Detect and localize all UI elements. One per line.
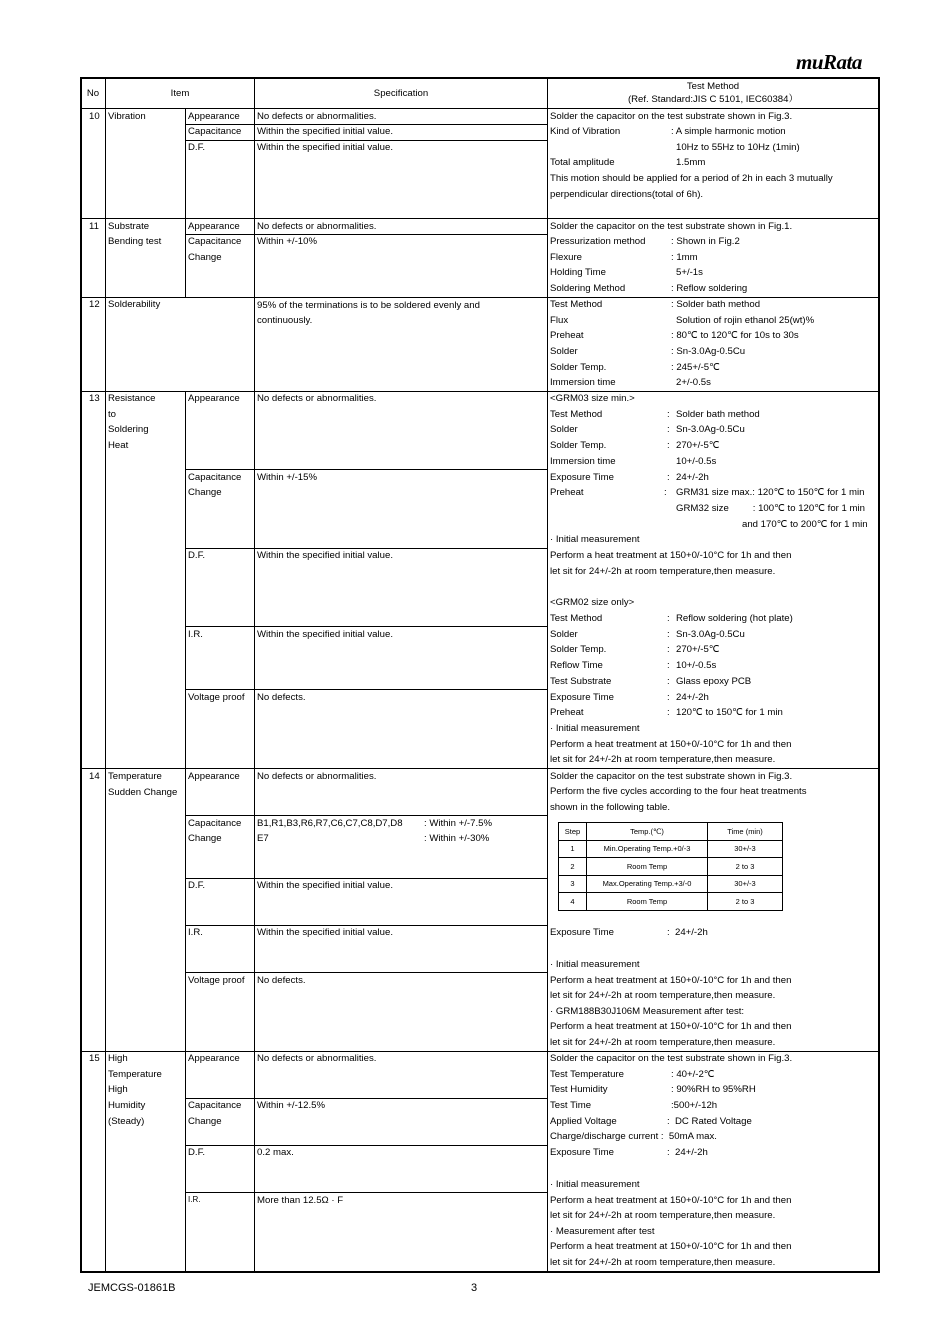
method-text: Solder the capacitor on the test substrate shown in Fig.3. [550,771,793,782]
item-name: Resistance [108,393,156,404]
method-group-title: <GRM03 size min.> [550,393,635,404]
row-line-13 [80,391,880,392]
spec-text: : Within +/-30% [424,833,490,844]
table-row [559,875,783,893]
sub-item: Capacitance [188,818,242,829]
method-label: Test Humidity [550,1084,608,1095]
sub-item: Change [188,252,222,263]
method-label: Holding Time [550,267,606,278]
sub-line-14 [185,768,186,1051]
table-cell: 4 [559,893,587,911]
col-line-item [254,77,255,1272]
spec-text: No defects or abnormalities. [257,1053,377,1064]
header-method: Test Method [686,81,740,92]
method-text: This motion should be applied for a period of 2h in each 3 mutually [550,173,833,184]
subrow-line [185,548,547,549]
method-label: Test Time [550,1100,592,1111]
method-label: Preheat [550,487,584,498]
table-cell: 2 [559,858,587,876]
item-name: Vibration [108,111,146,122]
method-value: : 245+/-5℃ [671,362,720,373]
sub-item: Capacitance [188,236,242,247]
method-value: GRM32 size : 100℃ to 120℃ for 1 min [676,503,865,514]
method-label: Test Method [550,409,603,420]
item-name: Sudden Change [108,787,178,798]
document-id: JEMCGS-01861B [88,1282,176,1294]
method-text: Perform a heat treatment at 150+0/-10°C for 1h and then [550,739,792,750]
method-label: Test Method [550,613,603,624]
method-text: Charge/discharge current : 50mA max. [550,1131,717,1142]
subrow-line [185,815,547,816]
row-no: 15 [89,1053,100,1064]
row-no: 11 [89,221,99,232]
table-cell: 2 to 3 [708,858,783,876]
method-text: let sit for 24+/-2h at room temperature,then measure. [550,1257,776,1268]
method-label: Flux [550,315,569,326]
spec-text: B1,R1,B3,R6,R7,C6,C7,C8,D7,D8 [257,818,403,829]
method-value: : 90%RH to 95%RH [671,1084,756,1095]
row-no: 10 [89,111,100,122]
spec-text: No defects. [257,692,306,703]
colon: : [667,472,670,483]
method-text: Perform a heat treatment at 150+0/-10°C for 1h and then [550,975,792,986]
sub-line-13 [185,391,186,768]
table-cell: Max.Operating Temp.+3/-0 [587,875,708,893]
table-header-cell: Step [559,823,587,841]
subrow-line [185,140,547,141]
method-text: · Initial measurement [550,1179,640,1190]
method-value: 10Hz to 55Hz to 10Hz (1min) [676,142,800,153]
method-value: 120℃ to 150℃ for 1 min [676,707,783,718]
col-line-no [105,77,106,1272]
row-line-14 [80,768,880,769]
spec-text: Within +/-12.5% [257,1100,325,1111]
colon: : [667,660,670,671]
method-text: Solder the capacitor on the test substrate shown in Fig.1. [550,221,793,232]
subrow-line [185,626,547,627]
table-header-cell: Temp.(℃) [587,823,708,841]
table-cell: 2 to 3 [708,893,783,911]
method-value: Solution of rojin ethanol 25(wt)% [676,315,815,326]
method-value: 270+/-5℃ [676,440,720,451]
sub-item: Change [188,487,222,498]
item-name: to [108,409,117,420]
spec-text: No defects or abnormalities. [257,221,377,232]
item-name: Temperature [108,771,162,782]
table-row [559,858,783,876]
method-label: Preheat [550,330,584,341]
method-label: Immersion time [550,377,616,388]
method-label: Pressurization method [550,236,646,247]
sub-item: I.R. [188,629,203,640]
method-label: Immersion time [550,456,616,467]
item-name: Bending test [108,236,162,247]
sub-item: Capacitance [188,472,242,483]
colon: : [667,629,670,640]
item-name: (Steady) [108,1116,145,1127]
method-label: Applied Voltage [550,1116,617,1127]
item-name: Substrate [108,221,150,232]
method-label: Solder Temp. [550,644,607,655]
method-value: 2+/-0.5s [676,377,711,388]
method-text: Solder the capacitor on the test substrate shown in Fig.3. [550,111,793,122]
method-text: shown in the following table. [550,802,670,813]
method-text: let sit for 24+/-2h at room temperature,then measure. [550,990,776,1001]
header-spec: Specification [373,88,429,99]
spec-text: Within the specified initial value. [257,142,393,153]
header-item: Item [170,88,190,99]
colon: : [667,707,670,718]
method-text: · GRM188B30J106M Measurement after test: [550,1006,745,1017]
col-line-spec [547,77,548,1272]
method-text: let sit for 24+/-2h at room temperature,then measure. [550,754,776,765]
spec-text: Within the specified initial value. [257,927,393,938]
spec-text: More than 12.5Ω · F [257,1195,344,1206]
method-value: : 80℃ to 120℃ for 10s to 30s [671,330,799,341]
method-value: 270+/-5℃ [676,644,720,655]
method-label: Solder [550,629,578,640]
method-label: Test Method [550,299,603,310]
method-text: Perform a heat treatment at 150+0/-10°C for 1h and then [550,1241,792,1252]
item-name: High [108,1053,128,1064]
sub-item: Change [188,1116,222,1127]
method-value: Sn-3.0Ag-0.5Cu [676,629,745,640]
table-border-bottom [80,1271,880,1273]
row-no: 13 [89,393,100,404]
item-name: Solderability [108,299,161,310]
method-value: : 1mm [671,252,698,263]
item-name: Soldering [108,424,149,435]
method-value: Sn-3.0Ag-0.5Cu [676,424,745,435]
table-header-row [559,823,783,841]
table-cell: Room Temp [587,858,708,876]
header-bottom-line [80,108,880,109]
spec-text: Within the specified initial value. [257,880,393,891]
method-value: : DC Rated Voltage [667,1116,752,1127]
method-label: Soldering Method [550,283,626,294]
row-line-15 [80,1051,880,1052]
spec-text: : Within +/-7.5% [424,818,492,829]
method-group-title: <GRM02 size only> [550,597,635,608]
method-label: Exposure Time [550,927,614,938]
method-value: : 40+/-2℃ [671,1069,715,1080]
spec-text: Within the specified initial value. [257,126,393,137]
colon: : [667,409,670,420]
method-value: Reflow soldering (hot plate) [676,613,793,624]
method-label: Solder Temp. [550,440,607,451]
method-text: · Measurement after test [550,1226,655,1237]
sub-line-15 [185,1051,186,1272]
colon: : [667,676,670,687]
table-row [559,893,783,911]
method-label: Test Temperature [550,1069,624,1080]
page-number: 3 [471,1282,478,1294]
method-label: Preheat [550,707,584,718]
table-header-cell: Time (min) [708,823,783,841]
sub-item: I.R. [188,927,203,938]
spec-text: E7 [257,833,269,844]
method-label: Exposure Time [550,472,614,483]
method-value: :500+/-12h [671,1100,718,1111]
sub-item: Appearance [188,111,240,122]
item-name: High [108,1084,128,1095]
spec-text: Within the specified initial value. [257,550,393,561]
method-value: 24+/-2h [676,472,709,483]
method-value: and 170℃ to 200℃ for 1 min [742,519,868,530]
sub-line-11 [185,218,186,297]
colon: : [667,424,670,435]
method-text: · Initial measurement [550,534,640,545]
sub-item: D.F. [188,880,206,891]
sub-item: Appearance [188,393,240,404]
table-cell: 30+/-3 [708,875,783,893]
item-name: Humidity [108,1100,146,1111]
sub-item: Capacitance [188,1100,242,1111]
subrow-line [185,925,547,926]
table-border-right [878,77,880,1273]
subrow-line [185,469,547,470]
method-value: : Reflow soldering [671,283,748,294]
row-line-12 [80,297,880,298]
method-text: Perform a heat treatment at 150+0/-10°C for 1h and then [550,1195,792,1206]
subrow-line [185,878,547,879]
method-label: Exposure Time [550,692,614,703]
table-cell: Room Temp [587,893,708,911]
method-text: Solder the capacitor on the test substrate shown in Fig.3. [550,1053,793,1064]
item-name: Temperature [108,1069,162,1080]
sub-item: D.F. [188,142,206,153]
method-value: 10+/-0.5s [676,660,717,671]
method-label: Test Substrate [550,676,612,687]
row-line-11 [80,218,880,219]
method-value: : Solder bath method [671,299,761,310]
colon: : [667,613,670,624]
sub-item: D.F. [188,550,206,561]
table-cell: 1 [559,840,587,858]
subrow-line [185,234,547,235]
sub-item: Capacitance [188,126,242,137]
method-label: Solder Temp. [550,362,607,373]
spec-text: 0.2 max. [257,1147,294,1158]
subrow-line [185,1098,547,1099]
method-text: let sit for 24+/-2h at room temperature,then measure. [550,1210,776,1221]
method-value: Solder bath method [676,409,760,420]
spec-text: No defects. [257,975,306,986]
method-label: Solder [550,346,578,357]
method-value: 10+/-0.5s [676,456,717,467]
method-label: Exposure Time [550,1147,614,1158]
header-no: No [86,88,100,99]
method-value: : Shown in Fig.2 [671,236,740,247]
sub-item: Appearance [188,221,240,232]
table-border-top [80,77,880,79]
method-label: Solder [550,424,578,435]
row-no: 14 [89,771,100,782]
method-text: Perform a heat treatment at 150+0/-10°C for 1h and then [550,1021,792,1032]
subrow-line [185,1192,547,1193]
table-border-left [80,77,82,1273]
method-value: : 24+/-2h [667,1147,708,1158]
colon: : [664,487,667,498]
heat-cycle-table [558,822,783,911]
method-value: GRM31 size max.: 120℃ to 150℃ for 1 min [676,487,865,498]
method-value: : A simple harmonic motion [671,126,786,137]
spec-text: Within the specified initial value. [257,629,393,640]
method-label: Reflow Time [550,660,603,671]
table-row [559,840,783,858]
method-value: 24+/-2h [676,692,709,703]
method-value: 5+/-1s [676,267,703,278]
spec-text: No defects or abnormalities. [257,393,377,404]
sub-item: D.F. [188,1147,206,1158]
method-text: · Initial measurement [550,959,640,970]
subrow-line [185,1145,547,1146]
spec-text: Within +/-10% [257,236,317,247]
sub-item: Change [188,833,222,844]
method-text: Perform a heat treatment at 150+0/-10°C for 1h and then [550,550,792,561]
sub-item: Appearance [188,1053,240,1064]
subrow-line [185,689,547,690]
header-method-ref: (Ref. Standard:JIS C 5101, IEC60384） [627,94,799,105]
subrow-line [185,972,547,973]
method-label: Kind of Vibration [550,126,621,137]
table-cell: Min.Operating Temp.+0/-3 [587,840,708,858]
method-text: · Initial measurement [550,723,640,734]
method-value: : 24+/-2h [667,927,708,938]
spec-text: 95% of the terminations is to be soldered evenly and [257,300,480,311]
method-value: : Sn-3.0Ag-0.5Cu [671,346,746,357]
method-text: perpendicular directions(total of 6h). [550,189,704,200]
method-label: Total amplitude [550,157,615,168]
spec-text: continuously. [257,315,313,326]
method-text: let sit for 24+/-2h at room temperature,then measure. [550,566,776,577]
method-label: Flexure [550,252,582,263]
sub-item: Voltage proof [188,975,245,986]
method-value: 1.5mm [676,157,706,168]
method-value: Glass epoxy PCB [676,676,752,687]
method-text: Perform the five cycles according to the four heat treatments [550,786,807,797]
spec-text: No defects or abnormalities. [257,111,377,122]
spec-text: No defects or abnormalities. [257,771,377,782]
colon: : [667,644,670,655]
colon: : [667,440,670,451]
method-text: let sit for 24+/-2h at room temperature,then measure. [550,1037,776,1048]
subrow-line [185,124,547,125]
table-cell: 3 [559,875,587,893]
murata-logo: muRata [796,50,862,74]
sub-item: Voltage proof [188,692,245,703]
item-name: Heat [108,440,129,451]
row-no: 12 [89,299,100,310]
colon: : [667,692,670,703]
sub-item: Appearance [188,771,240,782]
spec-text: Within +/-15% [257,472,317,483]
sub-item: I.R. [188,1195,201,1204]
table-cell: 30+/-3 [708,840,783,858]
